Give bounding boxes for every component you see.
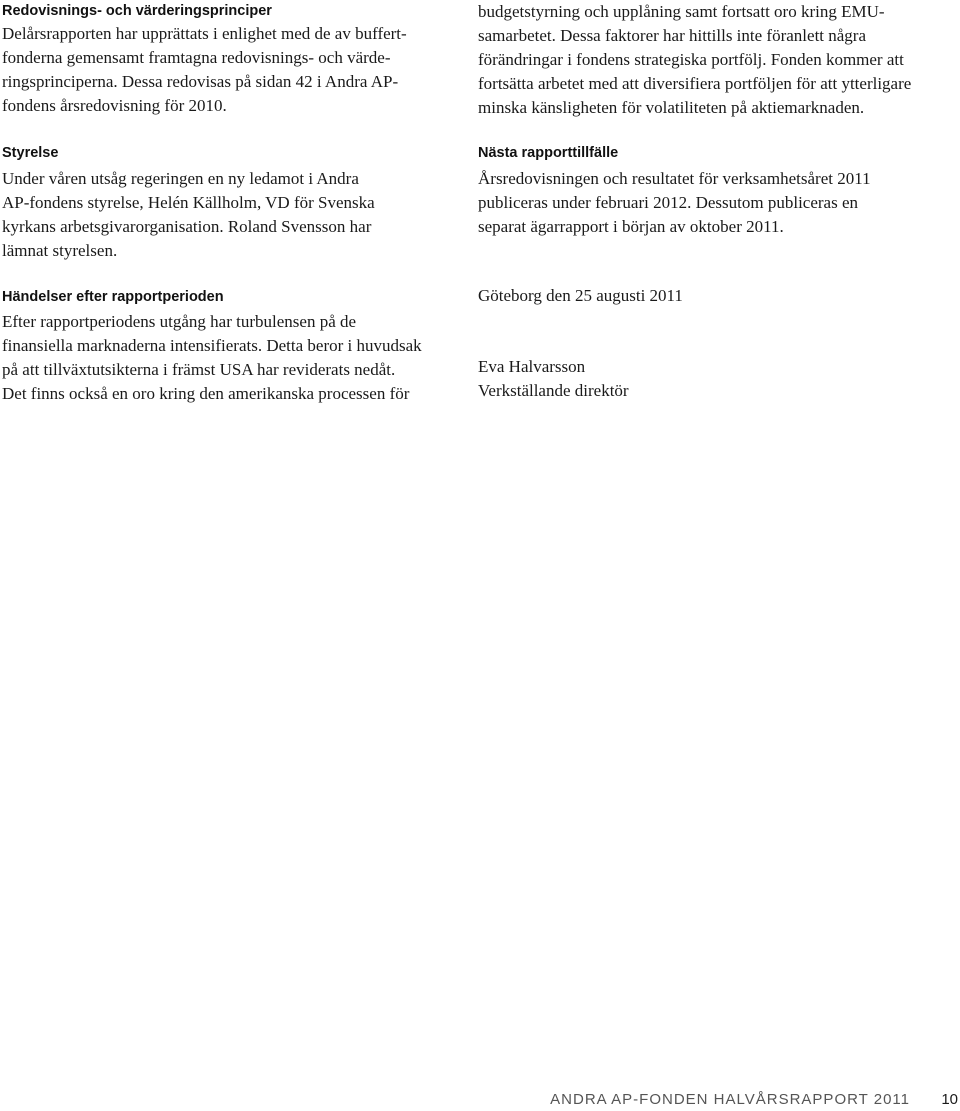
section-continuation xyxy=(478,0,911,120)
signature-block xyxy=(478,284,683,403)
text-line: ringsprinciperna. Dessa redovisas på sidan 42 i Andra AP- xyxy=(2,72,399,91)
section-redovisning xyxy=(2,2,407,118)
text-line: publiceras under februari 2012. Dessutom publiceras en xyxy=(478,193,859,212)
text-line: fortsätta arbetet med att diversifiera portföljen för att ytterligare xyxy=(478,74,912,93)
text-line: Delårsrapporten har upprättats i enlighet med de av buffert- xyxy=(2,24,407,43)
section-body xyxy=(2,22,407,118)
section-body xyxy=(2,167,375,263)
text-line: finansiella marknaderna intensifierats. Detta beror i huvudsak xyxy=(2,336,422,355)
section-body xyxy=(478,167,871,239)
place-date: Göteborg den 25 augusti 2011 xyxy=(478,286,683,305)
text-line: budgetstyrning och upplåning samt fortsatt oro kring EMU- xyxy=(478,2,885,21)
text-line: separat ägarrapport i början av oktober 2011. xyxy=(478,217,784,236)
text-line: Under våren utsåg regeringen en ny ledamot i Andra xyxy=(2,169,359,188)
page-number: 10 xyxy=(941,1091,958,1108)
text-line: fondens årsredovisning för 2010. xyxy=(2,96,227,115)
section-body xyxy=(2,310,422,406)
text-line: minska känsligheten för volatiliteten på aktiemarknaden. xyxy=(478,98,865,117)
signer-name: Eva Halvarsson xyxy=(478,357,586,376)
section-heading: Redovisnings- och värderingsprinciper xyxy=(2,3,272,19)
text-line: förändringar i fondens strategiska portfölj. Fonden kommer att xyxy=(478,50,904,69)
text-line: Det finns också en oro kring den amerikanska processen för xyxy=(2,384,410,403)
text-line: lämnat styrelsen. xyxy=(2,241,118,260)
footer-title: ANDRA AP-FONDEN HALVÅRSRAPPORT 2011 xyxy=(550,1091,910,1108)
text-line: Årsredovisningen och resultatet för verksamhetsåret 2011 xyxy=(478,169,871,188)
signer-title: Verkställande direktör xyxy=(478,381,629,400)
text-line: på att tillväxtutsikterna i främst USA har reviderats nedåt. xyxy=(2,360,396,379)
page-footer xyxy=(0,1091,960,1111)
text-line: AP-fondens styrelse, Helén Källholm, VD för Svenska xyxy=(2,193,375,212)
section-nasta-rapporttillfalle xyxy=(478,144,871,239)
section-styrelse xyxy=(2,144,375,263)
text-line: fonderna gemensamt framtagna redovisnings- och värde- xyxy=(2,48,391,67)
text-line: samarbetet. Dessa faktorer har hittills inte föranlett några xyxy=(478,26,867,45)
signer xyxy=(478,355,683,403)
section-heading: Nästa rapporttillfälle xyxy=(478,145,619,161)
section-heading: Händelser efter rapportperioden xyxy=(2,289,224,305)
section-heading: Styrelse xyxy=(2,145,59,161)
section-handelser xyxy=(2,288,422,406)
text-line: kyrkans arbetsgivarorganisation. Roland Svensson har xyxy=(2,217,372,236)
text-line: Efter rapportperiodens utgång har turbulensen på de xyxy=(2,312,357,331)
section-body xyxy=(478,0,911,120)
